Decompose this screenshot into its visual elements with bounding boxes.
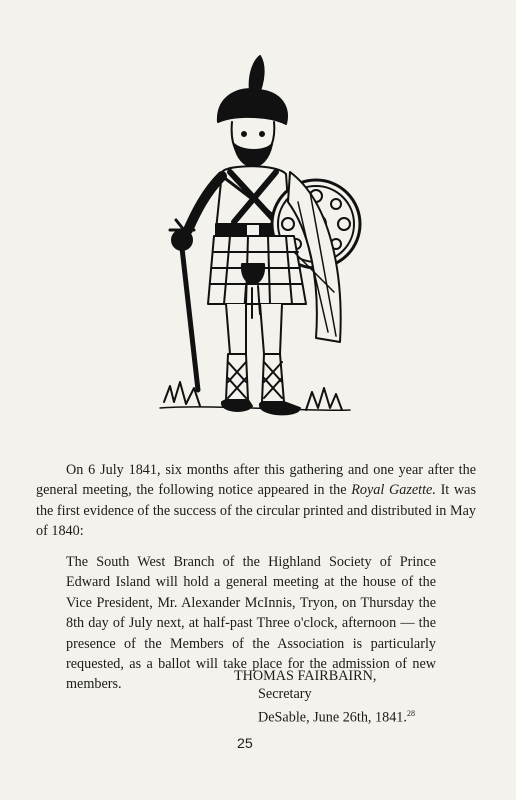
highlander-illustration <box>130 52 370 422</box>
page-number: 25 <box>237 736 253 752</box>
place-date-text: DeSable, June 26th, 1841. <box>258 709 407 726</box>
intro-paragraph <box>36 460 476 542</box>
signature-title: Secretary <box>258 686 312 702</box>
notice-blockquote: The South West Branch of the Highland Society of Prince Edward Island will hold a general meeting at the house of the Vice President, Mr. Alexander McInnis, Tryon, on Thursday the 8th day of July next, at half-past Three o'clock, afternoon — the presence of the Members of the Association is particularly requested, as a ballot will take place for the admission of new members. <box>66 554 436 693</box>
signature-name: THOMAS FAIRBAIRN, <box>234 668 377 684</box>
newspaper-title: Royal Gazette. <box>351 482 436 499</box>
intro-text-after: It was the first evidence of the success of the circular printed and distributed in May of 1840: <box>36 482 476 540</box>
footnote-reference: 28 <box>406 709 415 718</box>
signature-place-date <box>258 704 415 728</box>
intro-text-before: On 6 July 1841, six months after this gathering and one year after the general meeting, the following notice appeared in the <box>36 462 476 499</box>
